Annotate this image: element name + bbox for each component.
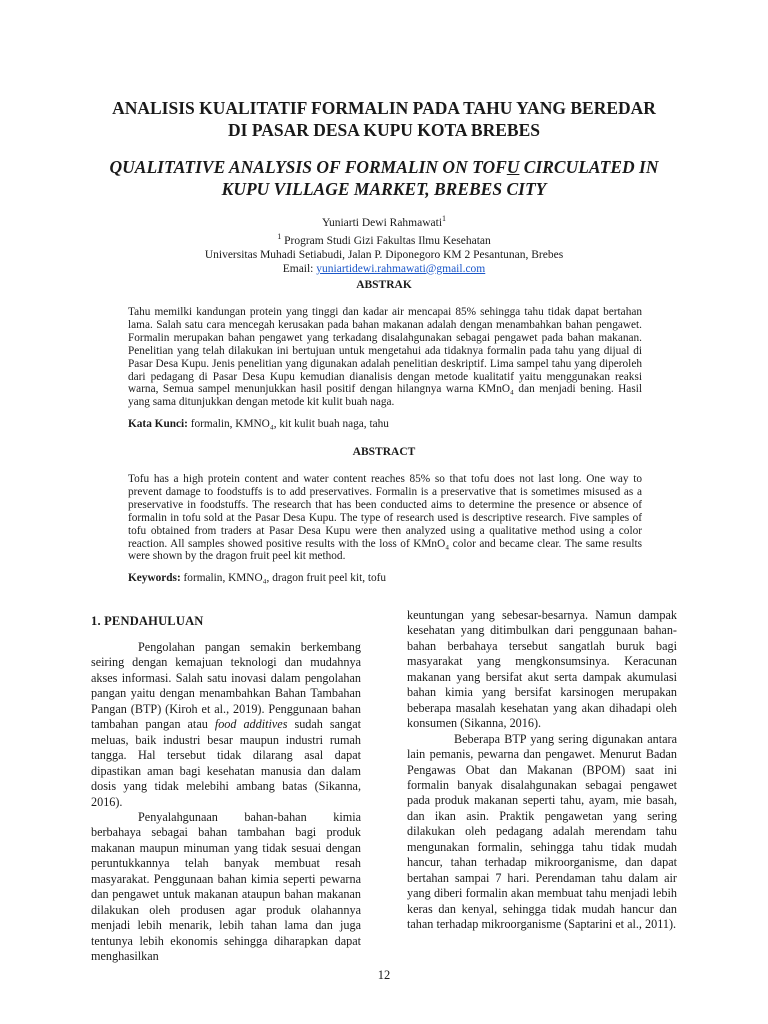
affiliation-superscript: 1: [277, 231, 282, 241]
email-line: [100, 262, 668, 276]
title-indonesian-line1: ANALISIS KUALITATIF FORMALIN PADA TAHU YANG BEREDAR: [112, 98, 656, 118]
left-column: [91, 640, 361, 965]
abstrak-heading: ABSTRAK: [356, 279, 412, 291]
page-number: 12: [377, 968, 391, 982]
title-english-underlined-letter: U: [506, 157, 520, 177]
title-english-line1-end: CIRCULATED IN: [519, 157, 659, 177]
title-indonesian-line2: DI PASAR DESA KUPU KOTA BREBES: [228, 120, 540, 140]
keywords-label: Keywords:: [128, 572, 181, 584]
abstract-heading: ABSTRACT: [352, 446, 416, 458]
left-paragraph-1-start: Pengolahan pangan semakin berkembang seiring dengan kemajuan teknologi dan mudahnya akses informasi. Salah satu inovasi dalam pengolahan pangan yaitu dengan menambahkan Bahan Tambahan Pangan (BTP) (Kiroh et al., 2019). Penggunaan bahan tambahan pangan atau: [91, 640, 361, 732]
right-column: [407, 608, 677, 933]
title-indonesian: [60, 97, 708, 141]
author-block: [100, 212, 668, 276]
email-link[interactable]: yuniartidewi.rahmawati@gmail.com: [316, 262, 486, 275]
right-paragraph-1: keuntungan yang sebesar-besarnya. Namun dampak kesehatan yang ditimbulkan dari penggunaan bahan-bahan berbahaya tersebut sangatlah buruk bagi masyarakat yang mengkonsumsinya. Keracunan makanan yang bersifat akut serta dampak akumulasi bahan kimia yang bersifat karsinogen merupakan beberapa masalah kesehatan yang akan dihadapi oleh konsumen (Sikanna, 2016).: [407, 608, 677, 731]
keywords-text: formalin, KMNO₄, dragon fruit peel kit, tofu: [180, 572, 387, 584]
title-english: [60, 156, 708, 200]
author-superscript: 1: [442, 214, 447, 223]
left-paragraph-1-italic: food additives: [214, 717, 288, 732]
left-paragraph-1: [91, 640, 361, 810]
affiliation-line2: Universitas Muhadi Setiabudi, Jalan P. Diponegoro KM 2 Pesantunan, Brebes: [204, 248, 564, 261]
affiliation-line1: [100, 230, 668, 248]
affiliation-program: Program Studi Gizi Fakultas Ilmu Kesehatan: [281, 234, 491, 247]
keywords: [128, 572, 642, 585]
title-english-line1: [60, 156, 708, 178]
kata-kunci: [128, 418, 642, 431]
title-english-line1-start: QUALITATIVE ANALYSIS OF FORMALIN ON TOF: [109, 157, 507, 177]
title-english-line2: KUPU VILLAGE MARKET, BREBES CITY: [221, 179, 547, 199]
abstrak-body: Tahu memilki kandungan protein yang tinggi dan kadar air mencapai 85% sehingga tahu tidak dapat bertahan lama. Salah satu cara mencegah kerusakan pada bahan makanan adalah dengan menambahkan bahan pengawet. Formalin merupakan bahan pengawet yang terkadang disalahgunakan sebagai pengawet pada bahan makanan. Penelitian yang telah dilakukan ini bertujuan untuk mengetahui ada tidaknya formalin pada tahu yang dijual di Pasar Desa Kupu. Jenis penelitian yang digunakan adalah penelitian deskriptif. Lima sampel tahu yang diperoleh dari pedagang di Pasar Desa Kupu kemudian dianalisis dengan metode kualitatif yaitu menggunakan reaksi warna, Semua sampel menunjukkan hasil positif dengan hilangnya warna KMnO₄ dan menjadi bening. Hasil yang sama ditunjukkan dengan metode kit kulit buah naga.: [128, 306, 642, 409]
left-paragraph-1-end: sudah sangat meluas, baik industri besar maupun industri rumah tangga. Hal tersebut tidak dilarang asal dapat dipastikan aman bagi kesehatan manusia dan dalam dosis yang tidak melebihi ambang batas (Sikanna, 2016).: [91, 717, 361, 809]
author-name: Yuniarti Dewi Rahmawati: [321, 216, 443, 229]
left-paragraph-2: Penyalahgunaan bahan-bahan kimia berbahaya sebagai bahan tambahan bagi produk makanan maupun minuman yang tidak sesuai dengan peruntukkannya telah banyak membuat resah masyarakat. Penggunaan bahan kimia seperti pewarna dan pengawet untuk makanan ataupun bahan makanan dilakukan oleh produsen agar produk olahannya menjadi lebih menarik, lebih tahan lama dan juga tentunya lebih ekonomis sehingga diharapkan dapat menghasilkan: [91, 809, 361, 964]
author-name-line: [100, 212, 668, 230]
kata-kunci-label: Kata Kunci:: [128, 418, 188, 430]
email-label: Email:: [282, 262, 317, 275]
kata-kunci-text: formalin, KMNO₄, kit kulit buah naga, tahu: [187, 418, 389, 430]
section-heading-pendahuluan: 1. PENDAHULUAN: [91, 614, 204, 628]
abstract-body: Tofu has a high protein content and water content reaches 85% so that tofu does not last long. One way to prevent damage to foodstuffs is to add preservatives. Formalin is a preservative that is sometimes misused as a preservative in foodstuffs. The research that has been conducted aims to determine the presence or absence of formalin in tofu sold at the Pasar Desa Kupu. The type of research used is descriptive research. Five samples of tofu obtained from traders at Pasar Desa Kupu were then analyzed using a qualitative method using a color reaction. All samples showed positive results with the loss of KMnO₄ color and became clear. The same results were shown by the dragon fruit peel kit method.: [128, 473, 642, 563]
right-paragraph-2: Beberapa BTP yang sering digunakan antara lain pemanis, pewarna dan pengawet. Menurut Badan Pengawas Obat dan Makanan (BPOM) saat ini formalin banyak disalahgunakan sebagai pengawet pada produk makanan seperti tahu, ayam, mie basah, dan ikan asin. Praktik pengawetan yang sering dilakukan oleh pedagang adalah merendam tahu mengunakan formalin, sehingga tahu tidak mudah hancur, tahan terhadap mikroorganisme, dan dapat bertahan sampai 7 hari. Perendaman tahu dalam air yang diberi formalin akan membuat tahu menjadi lebih keras dan kenyal, sehingga tidak mudah hancur dan tahan terhadap mikroorganisme (Saptarini et al., 2011).: [407, 731, 677, 932]
